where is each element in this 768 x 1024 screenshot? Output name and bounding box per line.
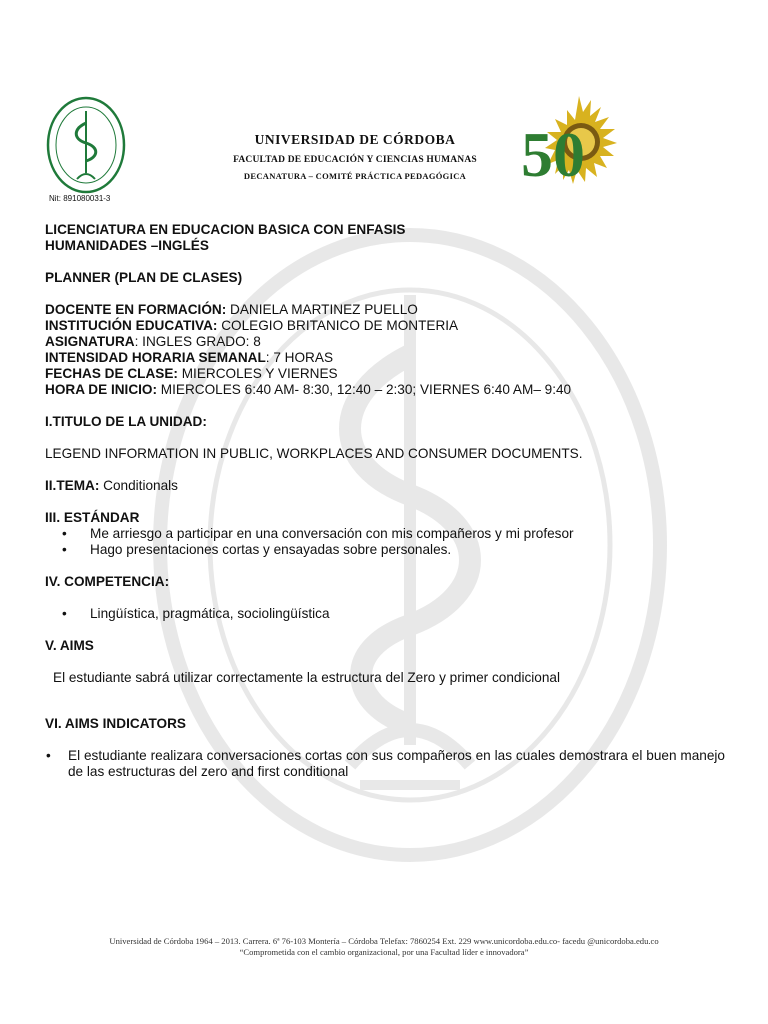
university-name: UNIVERSIDAD DE CÓRDOBA: [254, 132, 456, 147]
footer-address: Universidad de Córdoba 1964 – 2013. Carrera. 6ª 76-103 Montería – Córdoba Telefax: 7860254 Ext. 229 www.unicordoba.edu.co- facedu @unicordoba.edu.co: [109, 936, 659, 946]
header-text-block: [195, 132, 515, 181]
tema-label: II.TEMA:: [45, 478, 100, 493]
tema-value: Conditionals: [99, 478, 178, 493]
field-label: FECHAS DE CLASE:: [45, 366, 178, 381]
estandar-list: [45, 526, 725, 558]
aims-heading: V. AIMS: [45, 638, 94, 653]
nit-number: Nit: 891080031-3: [49, 194, 111, 203]
list-item: • Hago presentaciones cortas y ensayadas sobre personales.: [45, 542, 725, 558]
unit-text: LEGEND INFORMATION IN PUBLIC, WORKPLACES AND CONSUMER DOCUMENTS.: [45, 446, 583, 461]
field-value: MIERCOLES 6:40 AM- 8:30, 12:40 – 2:30; VIERNES 6:40 AM– 9:40: [157, 382, 572, 397]
document-footer: [0, 936, 768, 958]
anniversary-number: 50: [521, 119, 585, 190]
field-label: INTENSIDAD HORARIA SEMANAL: [45, 350, 266, 365]
competencia-list: [45, 606, 725, 622]
field-docente: [45, 302, 725, 318]
field-hora: [45, 382, 725, 398]
indicators-list: [45, 748, 725, 780]
field-label: DOCENTE EN FORMACIÓN:: [45, 302, 227, 317]
estandar-heading: III. ESTÁNDAR: [45, 510, 140, 525]
field-fechas: [45, 366, 725, 382]
field-label: ASIGNATURA: [45, 334, 135, 349]
field-value: DANIELA MARTINEZ PUELLO: [226, 302, 418, 317]
program-line-1: LICENCIATURA EN EDUCACION BASICA CON ENFASIS: [45, 222, 406, 237]
program-line-2: HUMANIDADES –INGLÉS: [45, 238, 209, 253]
field-institucion: [45, 318, 725, 334]
tema-line: [45, 478, 725, 494]
competencia-heading: IV. COMPETENCIA:: [45, 574, 170, 589]
document-header: [45, 90, 685, 210]
field-asignatura: [45, 334, 725, 350]
anniversary-50-logo: [517, 92, 627, 194]
deanery-name: DECANATURA – COMITÉ PRÁCTICA PEDAGÓGICA: [243, 171, 467, 181]
planner-content: [45, 222, 725, 780]
field-label: HORA DE INICIO:: [45, 382, 158, 397]
field-intensidad: [45, 350, 725, 366]
field-label: INSTITUCIÓN EDUCATIVA:: [45, 318, 218, 333]
planner-title: PLANNER (PLAN DE CLASES): [45, 270, 243, 285]
field-value: COLEGIO BRITANICO DE MONTERIA: [217, 318, 459, 333]
university-seal-logo: [45, 95, 127, 195]
field-value: : INGLES GRADO: 8: [134, 334, 261, 349]
list-item: • El estudiante realizara conversaciones cortas con sus compañeros en las cuales demostrara el buen manejo de las estructuras del zero and first conditional: [45, 748, 725, 780]
list-item: • Lingüística, pragmática, sociolingüística: [45, 606, 725, 622]
field-value: MIERCOLES Y VIERNES: [177, 366, 338, 381]
indicators-heading: VI. AIMS INDICATORS: [45, 716, 186, 731]
footer-slogan: “Comprometida con el cambio organizacional, por una Facultad líder e innovadora”: [239, 947, 529, 957]
list-item: • Me arriesgo a participar en una conversación con mis compañeros y mi profesor: [45, 526, 725, 542]
aims-text: El estudiante sabrá utilizar correctamente la estructura del Zero y primer condicional: [53, 670, 560, 685]
unit-heading: I.TITULO DE LA UNIDAD:: [45, 414, 207, 429]
field-value: : 7 HORAS: [265, 350, 334, 365]
faculty-name: FACULTAD DE EDUCACIÓN Y CIENCIAS HUMANAS: [233, 155, 477, 165]
